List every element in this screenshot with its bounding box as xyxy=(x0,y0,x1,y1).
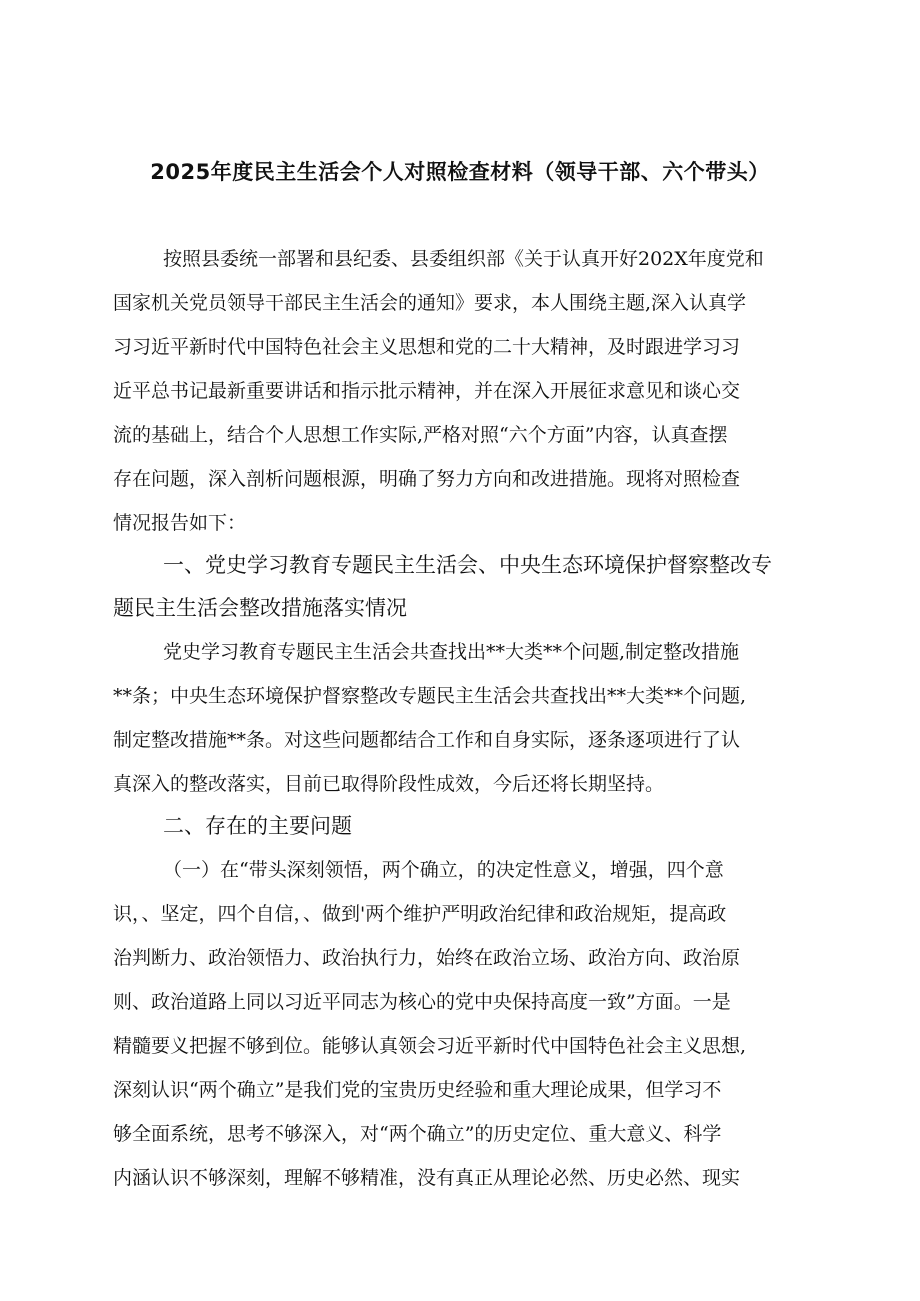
paragraph-line: 制定整改措施**条。对这些问题都结合工作和自身实际，逐条逐项进行了认 xyxy=(113,729,741,751)
paragraph-line: 则、政治道路上同以习近平同志为核心的党中央保持高度一致”方面。一是 xyxy=(113,991,731,1013)
paragraph-line: （一）在“带头深刻领悟，两个确立，的决定性意义，增强，四个意 xyxy=(163,859,724,881)
paragraph-line: 识，、坚定，四个自信，、做到'两个维护严明政治纪律和政治规矩，提高政 xyxy=(113,903,727,925)
paragraph-line: 深刻认识“两个确立”是我们党的宝贵历史经验和重大理论成果，但学习不 xyxy=(113,1079,722,1101)
paragraph-line: 够全面系统，思考不够深入，对“两个确立”的历史定位、重大意义、科学 xyxy=(113,1123,722,1145)
section-heading: 二、存在的主要问题 xyxy=(163,814,352,838)
paragraph-line: 真深入的整改落实，目前已取得阶段性成效，今后还将长期坚持。 xyxy=(113,773,665,795)
paragraph-line: 党史学习教育专题民主生活会共查找出**大类**个问题,制定整改措施 xyxy=(163,641,740,663)
paragraph-line: 治判断力、政治领悟力、政治执行力，始终在政治立场、政治方向、政治原 xyxy=(113,947,741,969)
paragraph-line: **条；中央生态环境保护督察整改专题民主生活会共查找出**大类**个问题, xyxy=(113,685,747,707)
paragraph-line: 近平总书记最新重要讲话和指示批示精神，并在深入开展征求意见和谈心交 xyxy=(113,380,741,402)
section-heading: 一、党史学习教育专题民主生活会、中央生态环境保护督察整改专 xyxy=(163,553,772,577)
section-heading: 题民主生活会整改措施落实情况 xyxy=(113,596,407,620)
paragraph-line: 习习近平新时代中国特色社会主义思想和党的二十大精神，及时跟进学习习 xyxy=(113,336,741,358)
paragraph-line: 存在问题，深入剖析问题根源，明确了努力方向和改进措施。现将对照检查 xyxy=(113,468,741,490)
document-title: 2025年度民主生活会个人对照检查材料（领导干部、六个带头） xyxy=(150,160,770,184)
paragraph-line: 国家机关党员领导干部民主生活会的通知》要求，本人围绕主题,深入认真学 xyxy=(113,292,747,314)
paragraph-line: 情况报告如下： xyxy=(113,512,247,534)
paragraph-line: 精髓要义把握不够到位。能够认真领会习近平新时代中国特色社会主义思想, xyxy=(113,1035,747,1057)
paragraph-line: 内涵认识不够深刻，理解不够精准，没有真正从理论必然、历史必然、现实 xyxy=(113,1167,741,1189)
paragraph-line: 流的基础上，结合个人思想工作实际,严格对照“六个方面”内容，认真查摆 xyxy=(113,424,728,446)
paragraph-line: 按照县委统一部署和县纪委、县委组织部《关于认真开好202X年度党和 xyxy=(163,248,764,270)
